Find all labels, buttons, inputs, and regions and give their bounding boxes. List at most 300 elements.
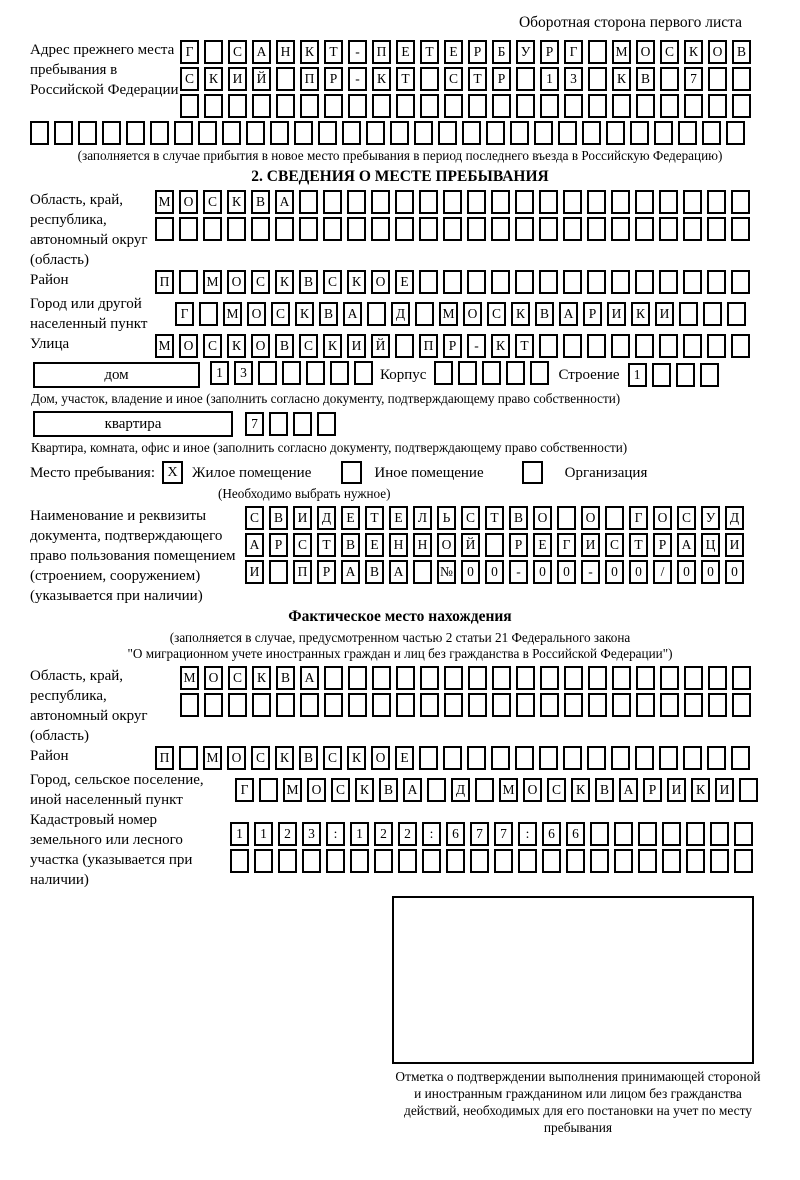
- char-box[interactable]: :: [422, 822, 441, 846]
- char-box[interactable]: К: [295, 302, 314, 326]
- char-box[interactable]: 1: [230, 822, 249, 846]
- char-box[interactable]: [350, 849, 369, 873]
- char-box[interactable]: [611, 217, 630, 241]
- stay-type-checkbox-organization[interactable]: [522, 461, 543, 484]
- char-box[interactable]: [516, 693, 535, 717]
- char-box[interactable]: [731, 746, 750, 770]
- char-box[interactable]: [587, 270, 606, 294]
- char-box[interactable]: [276, 67, 295, 91]
- char-box[interactable]: [230, 849, 249, 873]
- char-box[interactable]: №: [437, 560, 456, 584]
- char-box[interactable]: 0: [629, 560, 648, 584]
- char-box[interactable]: К: [684, 40, 703, 64]
- char-box[interactable]: О: [371, 270, 390, 294]
- char-box[interactable]: 0: [605, 560, 624, 584]
- char-box[interactable]: [732, 94, 751, 118]
- char-box[interactable]: [444, 666, 463, 690]
- char-box[interactable]: П: [155, 270, 174, 294]
- char-box[interactable]: [491, 217, 510, 241]
- char-box[interactable]: В: [251, 190, 270, 214]
- char-box[interactable]: Т: [396, 67, 415, 91]
- char-box[interactable]: П: [155, 746, 174, 770]
- char-box[interactable]: [635, 190, 654, 214]
- char-box[interactable]: [467, 746, 486, 770]
- char-box[interactable]: [635, 746, 654, 770]
- char-box[interactable]: Д: [391, 302, 410, 326]
- char-box[interactable]: [491, 270, 510, 294]
- char-box[interactable]: У: [701, 506, 720, 530]
- char-box[interactable]: [732, 67, 751, 91]
- char-box[interactable]: [540, 693, 559, 717]
- char-box[interactable]: [252, 94, 271, 118]
- char-box[interactable]: [398, 849, 417, 873]
- char-box[interactable]: [684, 666, 703, 690]
- char-box[interactable]: [686, 822, 705, 846]
- char-box[interactable]: А: [619, 778, 638, 802]
- char-box[interactable]: Р: [269, 533, 288, 557]
- char-box[interactable]: В: [299, 270, 318, 294]
- char-box[interactable]: С: [547, 778, 566, 802]
- char-box[interactable]: К: [491, 334, 510, 358]
- char-box[interactable]: О: [581, 506, 600, 530]
- char-box[interactable]: [443, 746, 462, 770]
- char-box[interactable]: [372, 666, 391, 690]
- char-box[interactable]: [467, 217, 486, 241]
- char-box[interactable]: [276, 693, 295, 717]
- char-box[interactable]: [564, 666, 583, 690]
- char-box[interactable]: 7: [470, 822, 489, 846]
- char-box[interactable]: 7: [494, 822, 513, 846]
- char-box[interactable]: О: [179, 334, 198, 358]
- char-box[interactable]: Е: [389, 506, 408, 530]
- char-box[interactable]: [564, 693, 583, 717]
- char-box[interactable]: [458, 361, 477, 385]
- char-box[interactable]: С: [487, 302, 506, 326]
- char-box[interactable]: [395, 334, 414, 358]
- char-box[interactable]: [468, 666, 487, 690]
- char-box[interactable]: [636, 693, 655, 717]
- char-box[interactable]: С: [461, 506, 480, 530]
- char-box[interactable]: [660, 94, 679, 118]
- char-box[interactable]: [482, 361, 501, 385]
- char-box[interactable]: [707, 190, 726, 214]
- char-box[interactable]: [515, 190, 534, 214]
- char-box[interactable]: [252, 693, 271, 717]
- char-box[interactable]: 2: [374, 822, 393, 846]
- char-box[interactable]: [652, 363, 671, 387]
- char-box[interactable]: С: [677, 506, 696, 530]
- char-box[interactable]: [611, 334, 630, 358]
- char-box[interactable]: В: [535, 302, 554, 326]
- char-box[interactable]: А: [252, 40, 271, 64]
- char-box[interactable]: -: [509, 560, 528, 584]
- char-box[interactable]: [703, 302, 722, 326]
- char-box[interactable]: [420, 94, 439, 118]
- char-box[interactable]: О: [247, 302, 266, 326]
- char-box[interactable]: [539, 334, 558, 358]
- char-box[interactable]: [299, 217, 318, 241]
- char-box[interactable]: [419, 270, 438, 294]
- char-box[interactable]: [198, 121, 217, 145]
- char-box[interactable]: А: [343, 302, 362, 326]
- char-box[interactable]: Р: [583, 302, 602, 326]
- char-box[interactable]: [726, 121, 745, 145]
- char-box[interactable]: [348, 666, 367, 690]
- char-box[interactable]: Г: [175, 302, 194, 326]
- char-box[interactable]: [516, 94, 535, 118]
- char-box[interactable]: Г: [629, 506, 648, 530]
- char-box[interactable]: [707, 746, 726, 770]
- char-box[interactable]: Е: [395, 270, 414, 294]
- char-box[interactable]: Е: [395, 746, 414, 770]
- char-box[interactable]: О: [179, 190, 198, 214]
- char-box[interactable]: [678, 121, 697, 145]
- char-box[interactable]: [638, 822, 657, 846]
- char-box[interactable]: А: [341, 560, 360, 584]
- stay-type-checkbox-residential[interactable]: X: [162, 461, 183, 484]
- char-box[interactable]: [708, 693, 727, 717]
- char-box[interactable]: С: [251, 270, 270, 294]
- stay-type-checkbox-other[interactable]: [341, 461, 362, 484]
- char-box[interactable]: [372, 94, 391, 118]
- char-box[interactable]: [396, 94, 415, 118]
- char-box[interactable]: [326, 849, 345, 873]
- char-box[interactable]: [558, 121, 577, 145]
- char-box[interactable]: [731, 270, 750, 294]
- char-box[interactable]: [102, 121, 121, 145]
- char-box[interactable]: [179, 217, 198, 241]
- char-box[interactable]: [506, 361, 525, 385]
- char-box[interactable]: С: [331, 778, 350, 802]
- char-box[interactable]: [739, 778, 758, 802]
- char-box[interactable]: Й: [252, 67, 271, 91]
- char-box[interactable]: [419, 746, 438, 770]
- char-box[interactable]: Т: [420, 40, 439, 64]
- char-box[interactable]: О: [227, 270, 246, 294]
- char-box[interactable]: С: [251, 746, 270, 770]
- char-box[interactable]: [199, 302, 218, 326]
- char-box[interactable]: Р: [468, 40, 487, 64]
- char-box[interactable]: 0: [677, 560, 696, 584]
- char-box[interactable]: [654, 121, 673, 145]
- char-box[interactable]: В: [636, 67, 655, 91]
- char-box[interactable]: [731, 217, 750, 241]
- char-box[interactable]: С: [660, 40, 679, 64]
- char-box[interactable]: [317, 412, 336, 436]
- char-box[interactable]: [371, 190, 390, 214]
- char-box[interactable]: [708, 67, 727, 91]
- char-box[interactable]: [348, 94, 367, 118]
- char-box[interactable]: [269, 412, 288, 436]
- char-box[interactable]: Г: [235, 778, 254, 802]
- char-box[interactable]: [515, 217, 534, 241]
- char-box[interactable]: [318, 121, 337, 145]
- char-box[interactable]: О: [653, 506, 672, 530]
- char-box[interactable]: К: [347, 746, 366, 770]
- char-box[interactable]: [227, 217, 246, 241]
- char-box[interactable]: [419, 217, 438, 241]
- char-box[interactable]: К: [631, 302, 650, 326]
- char-box[interactable]: [374, 849, 393, 873]
- char-box[interactable]: [563, 217, 582, 241]
- char-box[interactable]: Т: [468, 67, 487, 91]
- char-box[interactable]: [446, 849, 465, 873]
- char-box[interactable]: [732, 666, 751, 690]
- char-box[interactable]: [611, 270, 630, 294]
- char-box[interactable]: Р: [540, 40, 559, 64]
- char-box[interactable]: [367, 302, 386, 326]
- char-box[interactable]: [470, 849, 489, 873]
- char-box[interactable]: [414, 121, 433, 145]
- char-box[interactable]: [660, 693, 679, 717]
- char-box[interactable]: К: [372, 67, 391, 91]
- char-box[interactable]: Е: [444, 40, 463, 64]
- char-box[interactable]: [155, 217, 174, 241]
- char-box[interactable]: [275, 217, 294, 241]
- char-box[interactable]: [342, 121, 361, 145]
- char-box[interactable]: [395, 190, 414, 214]
- char-box[interactable]: М: [203, 746, 222, 770]
- char-box[interactable]: П: [372, 40, 391, 64]
- char-box[interactable]: О: [708, 40, 727, 64]
- char-box[interactable]: [259, 778, 278, 802]
- char-box[interactable]: К: [252, 666, 271, 690]
- char-box[interactable]: К: [204, 67, 223, 91]
- char-box[interactable]: [515, 270, 534, 294]
- char-box[interactable]: Е: [396, 40, 415, 64]
- char-box[interactable]: [684, 693, 703, 717]
- char-box[interactable]: [611, 190, 630, 214]
- char-box[interactable]: :: [326, 822, 345, 846]
- char-box[interactable]: М: [439, 302, 458, 326]
- char-box[interactable]: О: [307, 778, 326, 802]
- char-box[interactable]: [659, 334, 678, 358]
- char-box[interactable]: А: [300, 666, 319, 690]
- char-box[interactable]: С: [444, 67, 463, 91]
- char-box[interactable]: Ь: [437, 506, 456, 530]
- char-box[interactable]: К: [691, 778, 710, 802]
- char-box[interactable]: Р: [443, 334, 462, 358]
- char-box[interactable]: Т: [629, 533, 648, 557]
- char-box[interactable]: [492, 693, 511, 717]
- char-box[interactable]: [294, 121, 313, 145]
- char-box[interactable]: Д: [725, 506, 744, 530]
- char-box[interactable]: [419, 190, 438, 214]
- char-box[interactable]: [676, 363, 695, 387]
- char-box[interactable]: О: [371, 746, 390, 770]
- char-box[interactable]: К: [227, 334, 246, 358]
- char-box[interactable]: [467, 190, 486, 214]
- char-box[interactable]: [444, 94, 463, 118]
- char-box[interactable]: Й: [371, 334, 390, 358]
- char-box[interactable]: А: [403, 778, 422, 802]
- char-box[interactable]: С: [605, 533, 624, 557]
- char-box[interactable]: О: [523, 778, 542, 802]
- char-box[interactable]: М: [612, 40, 631, 64]
- char-box[interactable]: [679, 302, 698, 326]
- char-box[interactable]: [434, 361, 453, 385]
- char-box[interactable]: [443, 217, 462, 241]
- char-box[interactable]: К: [275, 746, 294, 770]
- char-box[interactable]: [427, 778, 446, 802]
- char-box[interactable]: О: [227, 746, 246, 770]
- char-box[interactable]: 2: [278, 822, 297, 846]
- char-box[interactable]: -: [467, 334, 486, 358]
- char-box[interactable]: [306, 361, 325, 385]
- char-box[interactable]: [269, 560, 288, 584]
- char-box[interactable]: [492, 666, 511, 690]
- char-box[interactable]: Н: [413, 533, 432, 557]
- char-box[interactable]: [180, 94, 199, 118]
- char-box[interactable]: И: [725, 533, 744, 557]
- char-box[interactable]: [54, 121, 73, 145]
- char-box[interactable]: П: [419, 334, 438, 358]
- char-box[interactable]: [228, 94, 247, 118]
- char-box[interactable]: А: [275, 190, 294, 214]
- char-box[interactable]: -: [581, 560, 600, 584]
- char-box[interactable]: [254, 849, 273, 873]
- char-box[interactable]: [734, 849, 753, 873]
- char-box[interactable]: [587, 334, 606, 358]
- char-box[interactable]: [659, 190, 678, 214]
- char-box[interactable]: 0: [533, 560, 552, 584]
- char-box[interactable]: [492, 94, 511, 118]
- char-box[interactable]: 0: [485, 560, 504, 584]
- char-box[interactable]: М: [499, 778, 518, 802]
- char-box[interactable]: С: [203, 190, 222, 214]
- char-box[interactable]: Е: [341, 506, 360, 530]
- char-box[interactable]: [444, 693, 463, 717]
- char-box[interactable]: [222, 121, 241, 145]
- char-box[interactable]: [372, 693, 391, 717]
- char-box[interactable]: [518, 849, 537, 873]
- char-box[interactable]: В: [509, 506, 528, 530]
- char-box[interactable]: Ц: [701, 533, 720, 557]
- char-box[interactable]: Л: [413, 506, 432, 530]
- char-box[interactable]: [494, 849, 513, 873]
- char-box[interactable]: [228, 693, 247, 717]
- char-box[interactable]: [605, 506, 624, 530]
- char-box[interactable]: С: [180, 67, 199, 91]
- char-box[interactable]: [324, 666, 343, 690]
- char-box[interactable]: [563, 190, 582, 214]
- char-box[interactable]: К: [275, 270, 294, 294]
- char-box[interactable]: [708, 666, 727, 690]
- char-box[interactable]: [390, 121, 409, 145]
- char-box[interactable]: [563, 334, 582, 358]
- char-box[interactable]: [702, 121, 721, 145]
- char-box[interactable]: Р: [317, 560, 336, 584]
- char-box[interactable]: [662, 849, 681, 873]
- char-box[interactable]: [710, 822, 729, 846]
- char-box[interactable]: [485, 533, 504, 557]
- char-box[interactable]: [530, 361, 549, 385]
- char-box[interactable]: [347, 190, 366, 214]
- char-box[interactable]: Т: [317, 533, 336, 557]
- char-box[interactable]: [78, 121, 97, 145]
- char-box[interactable]: [396, 693, 415, 717]
- char-box[interactable]: [563, 270, 582, 294]
- char-box[interactable]: [707, 217, 726, 241]
- char-box[interactable]: [731, 334, 750, 358]
- char-box[interactable]: [491, 190, 510, 214]
- char-box[interactable]: [683, 334, 702, 358]
- char-box[interactable]: [516, 67, 535, 91]
- char-box[interactable]: [710, 849, 729, 873]
- char-box[interactable]: [731, 190, 750, 214]
- char-box[interactable]: С: [323, 746, 342, 770]
- char-box[interactable]: [660, 666, 679, 690]
- char-box[interactable]: [468, 693, 487, 717]
- char-box[interactable]: А: [677, 533, 696, 557]
- char-box[interactable]: 6: [542, 822, 561, 846]
- char-box[interactable]: М: [283, 778, 302, 802]
- char-box[interactable]: В: [275, 334, 294, 358]
- char-box[interactable]: Р: [643, 778, 662, 802]
- char-box[interactable]: [324, 94, 343, 118]
- char-box[interactable]: 1: [350, 822, 369, 846]
- char-box[interactable]: -: [348, 67, 367, 91]
- char-box[interactable]: 6: [446, 822, 465, 846]
- char-box[interactable]: [612, 666, 631, 690]
- char-box[interactable]: [587, 746, 606, 770]
- char-box[interactable]: С: [203, 334, 222, 358]
- char-box[interactable]: А: [559, 302, 578, 326]
- char-box[interactable]: [443, 270, 462, 294]
- char-box[interactable]: [276, 94, 295, 118]
- char-box[interactable]: [395, 217, 414, 241]
- char-box[interactable]: [420, 666, 439, 690]
- char-box[interactable]: С: [299, 334, 318, 358]
- char-box[interactable]: Т: [365, 506, 384, 530]
- char-box[interactable]: С: [245, 506, 264, 530]
- char-box[interactable]: [683, 190, 702, 214]
- char-box[interactable]: [300, 94, 319, 118]
- char-box[interactable]: Р: [653, 533, 672, 557]
- char-box[interactable]: Т: [515, 334, 534, 358]
- char-box[interactable]: [468, 94, 487, 118]
- char-box[interactable]: В: [269, 506, 288, 530]
- char-box[interactable]: Т: [324, 40, 343, 64]
- char-box[interactable]: [636, 94, 655, 118]
- char-box[interactable]: [302, 849, 321, 873]
- char-box[interactable]: [179, 270, 198, 294]
- char-box[interactable]: И: [715, 778, 734, 802]
- char-box[interactable]: [611, 746, 630, 770]
- char-box[interactable]: К: [227, 190, 246, 214]
- char-box[interactable]: И: [228, 67, 247, 91]
- char-box[interactable]: [203, 217, 222, 241]
- char-box[interactable]: [174, 121, 193, 145]
- char-box[interactable]: [734, 822, 753, 846]
- char-box[interactable]: [683, 270, 702, 294]
- char-box[interactable]: [475, 778, 494, 802]
- char-box[interactable]: [204, 693, 223, 717]
- char-box[interactable]: Е: [365, 533, 384, 557]
- char-box[interactable]: [659, 217, 678, 241]
- char-box[interactable]: В: [299, 746, 318, 770]
- char-box[interactable]: [659, 746, 678, 770]
- char-box[interactable]: И: [655, 302, 674, 326]
- char-box[interactable]: И: [245, 560, 264, 584]
- char-box[interactable]: [566, 849, 585, 873]
- char-box[interactable]: [540, 666, 559, 690]
- char-box[interactable]: К: [511, 302, 530, 326]
- char-box[interactable]: К: [347, 270, 366, 294]
- char-box[interactable]: М: [155, 334, 174, 358]
- char-box[interactable]: [251, 217, 270, 241]
- char-box[interactable]: [438, 121, 457, 145]
